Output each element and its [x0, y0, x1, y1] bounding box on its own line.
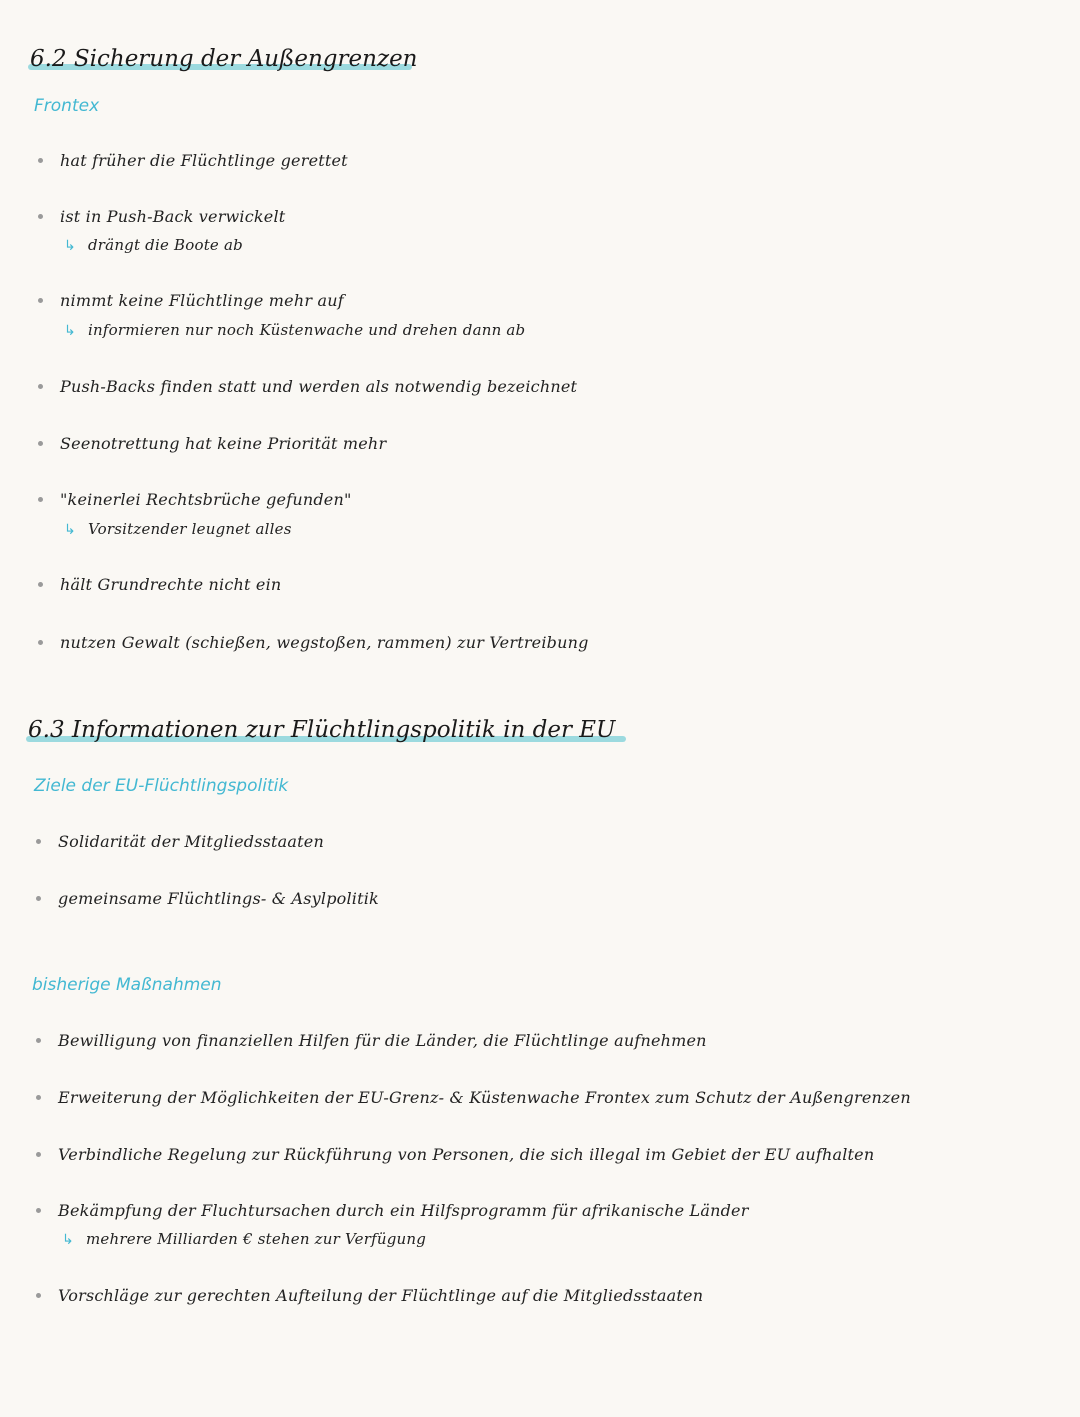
list-item: Seenotrettung hat keine Priorität mehr: [60, 434, 387, 453]
bullet-icon: [38, 158, 43, 163]
subtitle-ziele: Ziele der EU-Flüchtlingspolitik: [34, 776, 289, 796]
list-item: gemeinsame Flüchtlings- & Asylpolitik: [58, 889, 379, 908]
list-item: "keinerlei Rechtsbrüche gefunden": [60, 490, 352, 509]
bullet-icon: [38, 384, 43, 389]
list-item: Solidarität der Mitgliedsstaaten: [58, 832, 324, 851]
section-title-aussengrenzen: 6.2 Sicherung der Außengrenzen: [30, 46, 418, 72]
list-item: hält Grundrechte nicht ein: [60, 575, 282, 594]
bullet-icon: [36, 1208, 41, 1213]
subtitle-frontex: Frontex: [34, 96, 100, 116]
bullet-icon: [36, 1152, 41, 1157]
bullet-icon: [38, 441, 43, 446]
list-item: Bewilligung von finanziellen Hilfen für die Länder, die Flüchtlinge aufnehmen: [58, 1031, 707, 1050]
subtitle-massnahmen: bisherige Maßnahmen: [32, 975, 222, 995]
bullet-icon: [38, 214, 43, 219]
list-item: nutzen Gewalt (schießen, wegstoßen, rammen) zur Vertreibung: [60, 633, 589, 652]
list-subitem: mehrere Milliarden € stehen zur Verfügung: [86, 1230, 427, 1248]
bullet-icon: [36, 1293, 41, 1298]
bullet-icon: [38, 298, 43, 303]
arrow-icon: ↳: [64, 238, 76, 254]
bullet-icon: [36, 1095, 41, 1100]
bullet-icon: [38, 582, 43, 587]
bullet-icon: [36, 839, 41, 844]
list-item: ist in Push-Back verwickelt: [60, 207, 286, 226]
list-item: Vorschläge zur gerechten Aufteilung der Flüchtlinge auf die Mitgliedsstaaten: [58, 1286, 704, 1305]
list-item: Push-Backs finden statt und werden als notwendig bezeichnet: [60, 377, 578, 396]
bullet-icon: [36, 896, 41, 901]
arrow-icon: ↳: [64, 522, 76, 538]
bullet-icon: [36, 1038, 41, 1043]
bullet-icon: [38, 640, 43, 645]
arrow-icon: ↳: [62, 1232, 74, 1248]
list-item: Erweiterung der Möglichkeiten der EU-Grenz- & Küstenwache Frontex zum Schutz der Außengrenzen: [58, 1088, 911, 1107]
list-subitem: drängt die Boote ab: [88, 236, 243, 254]
list-item: hat früher die Flüchtlinge gerettet: [60, 151, 348, 170]
list-subitem: Vorsitzender leugnet alles: [88, 520, 292, 538]
arrow-icon: ↳: [64, 323, 76, 339]
list-item: nimmt keine Flüchtlinge mehr auf: [60, 291, 344, 310]
list-item: Bekämpfung der Fluchtursachen durch ein Hilfsprogramm für afrikanische Länder: [58, 1201, 749, 1220]
list-item: Verbindliche Regelung zur Rückführung von Personen, die sich illegal im Gebiet der EU aufhalten: [58, 1145, 875, 1164]
bullet-icon: [38, 497, 43, 502]
section-title-fluechtlingspolitik: 6.3 Informationen zur Flüchtlingspolitik in der EU: [28, 717, 616, 743]
list-subitem: informieren nur noch Küstenwache und drehen dann ab: [88, 321, 526, 339]
